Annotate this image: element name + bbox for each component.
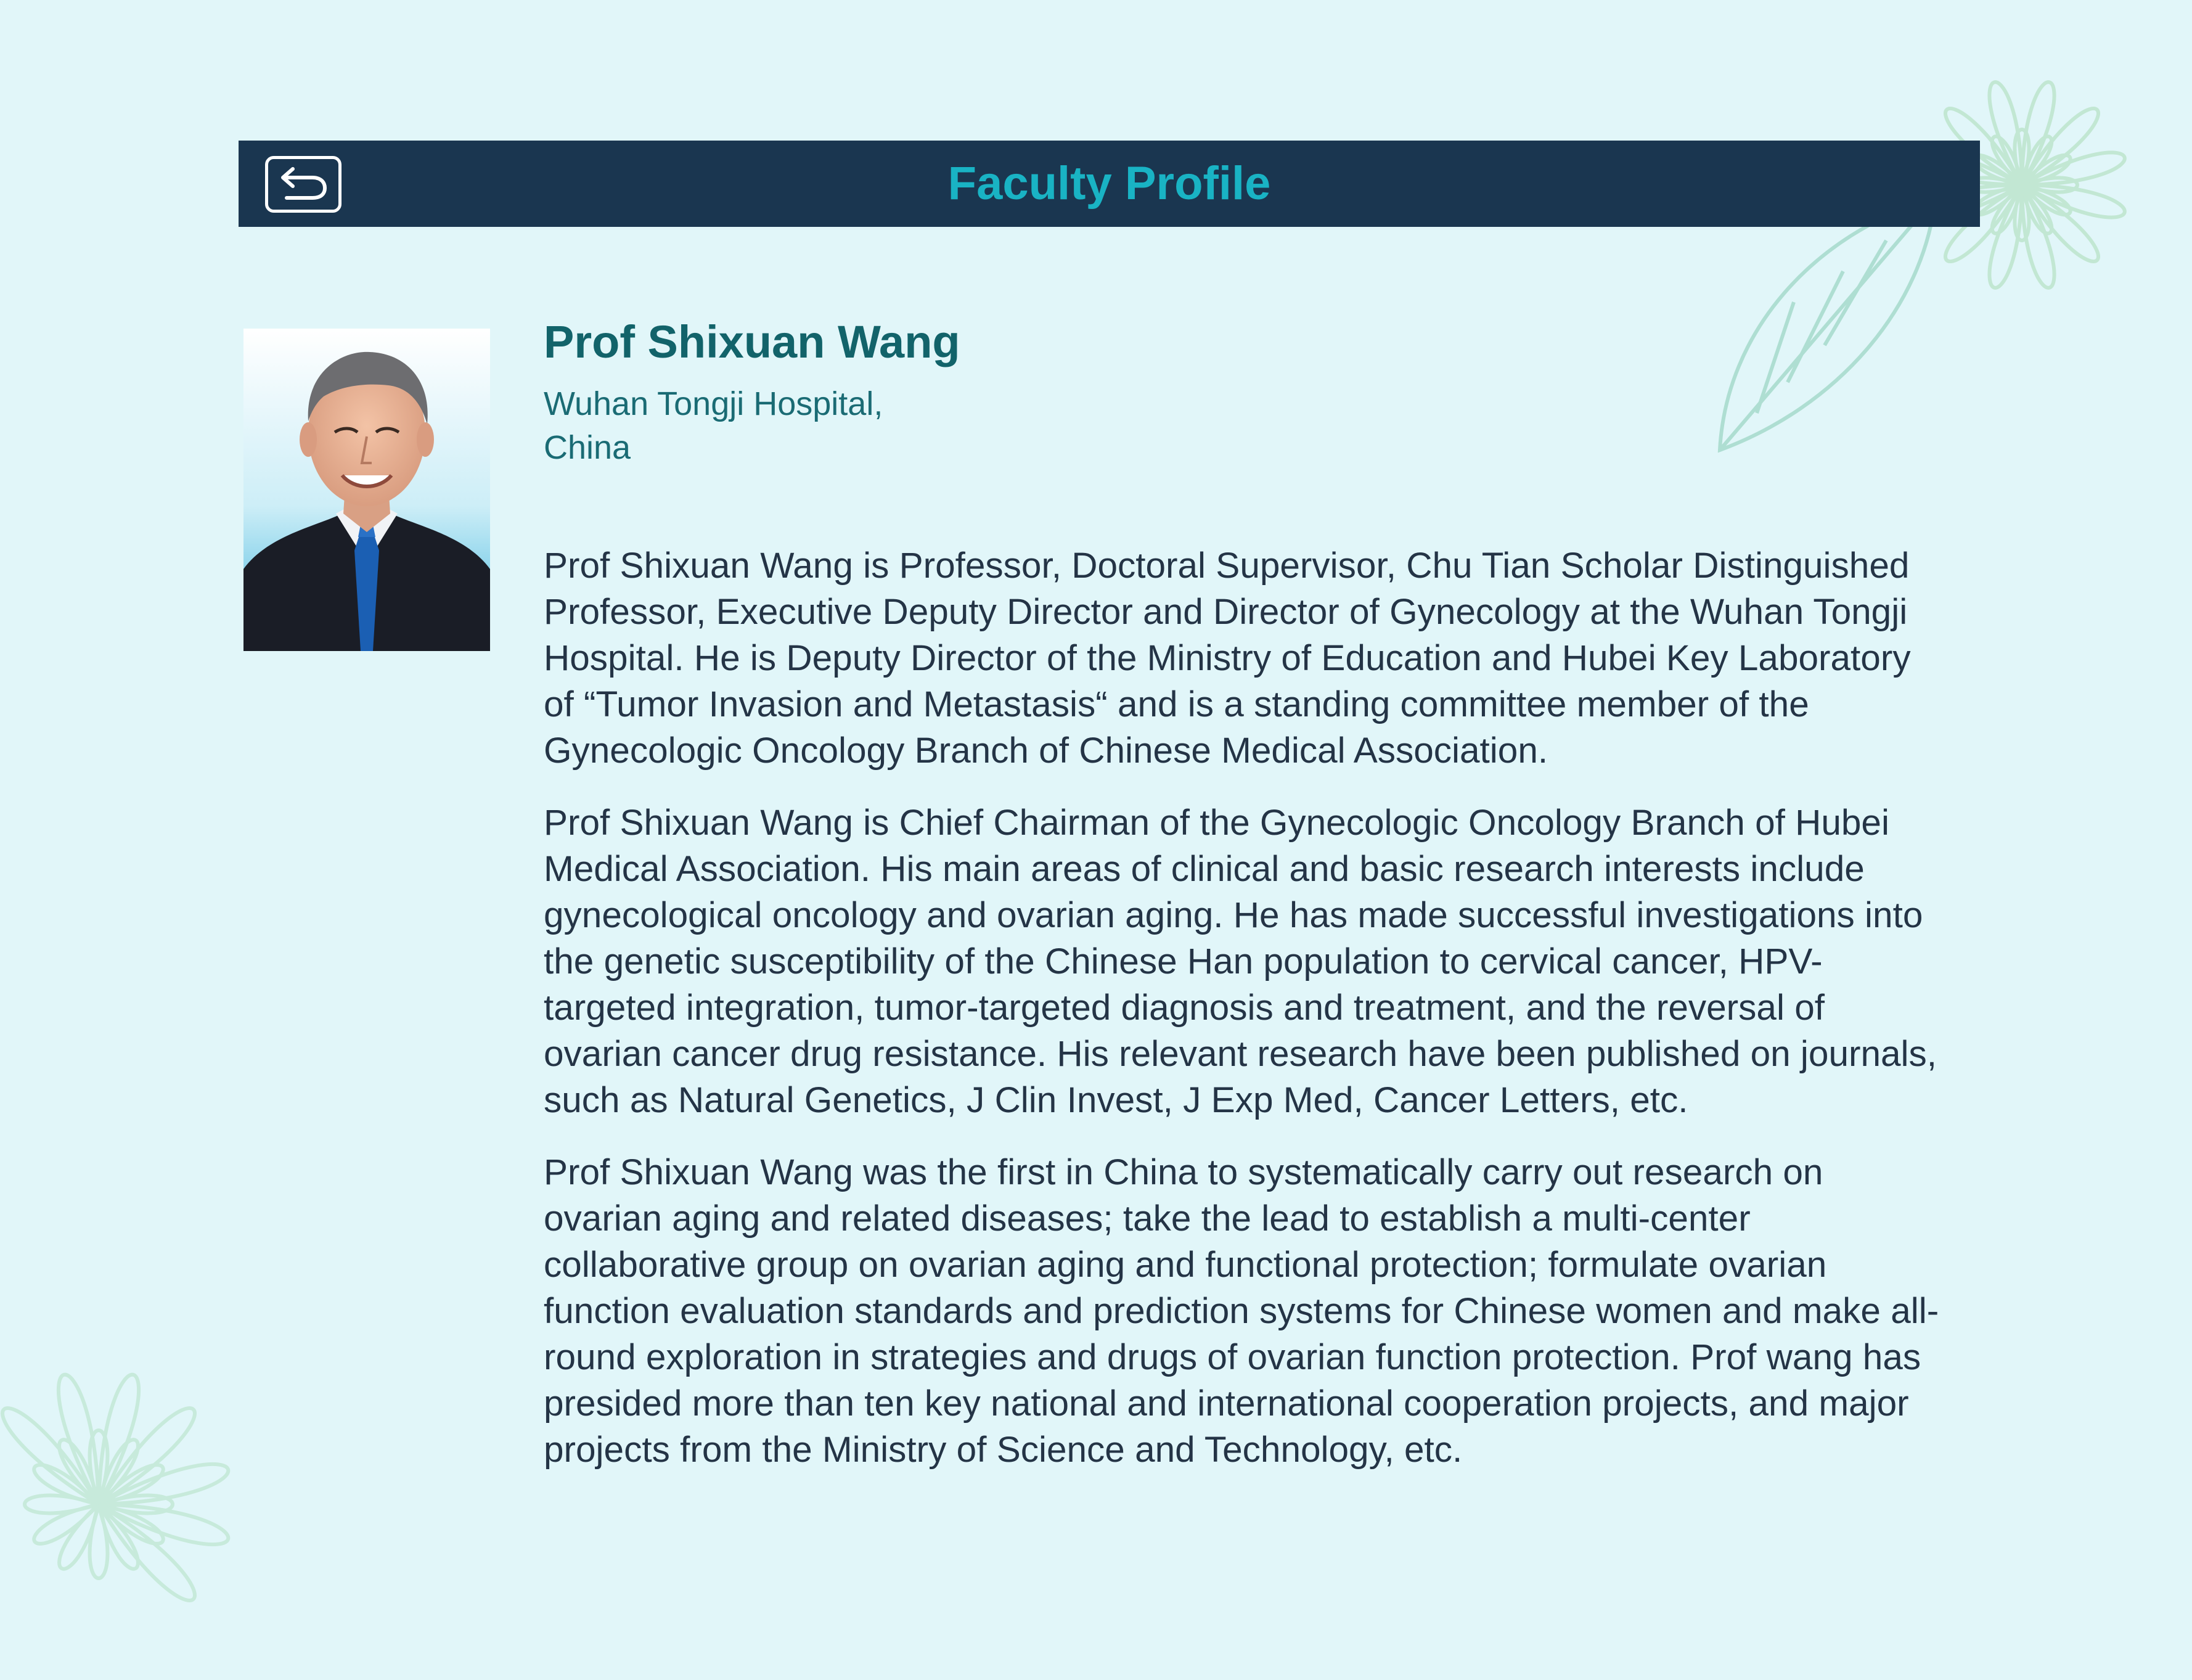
bio-line: Prof Shixuan Wang is Chief Chairman of the Gynecologic Oncology Branch of Hubei <box>544 803 1889 843</box>
bio-line: Prof Shixuan Wang is Professor, Doctoral Supervisor, Chu Tian Scholar Distinguished <box>544 546 1910 586</box>
affiliation-line: China <box>544 429 631 466</box>
bio-line: collaborative group on ovarian aging and functional protection; formulate ovarian <box>544 1245 1827 1285</box>
bio-line: ovarian cancer drug resistance. His relevant research have been published on journals, <box>544 1034 1937 1074</box>
bio-line: function evaluation standards and prediction systems for Chinese women and make all- <box>544 1291 1939 1331</box>
page-title: Faculty Profile <box>947 157 1271 210</box>
bio-line: of “Tumor Invasion and Metastasis“ and is a standing committee member of the <box>544 684 1809 724</box>
bio-line: projects from the Ministry of Science and Technology, etc. <box>544 1430 1463 1470</box>
bio-line: Prof Shixuan Wang was the first in China to systematically carry out research on <box>544 1152 1823 1192</box>
bio-line: the genetic susceptibility of the Chinese Han population to cervical cancer, HPV- <box>544 941 1823 981</box>
faculty-affiliation <box>544 382 883 470</box>
bio-line: Professor, Executive Deputy Director and Director of Gynecology at the Wuhan Tongji <box>544 592 1908 632</box>
faculty-biography <box>544 543 2035 1499</box>
bio-paragraph <box>544 1149 2035 1473</box>
bio-line: Gynecologic Oncology Branch of Chinese Medical Association. <box>544 731 1548 771</box>
bio-line: round exploration in strategies and drugs of ovarian function protection. Prof wang has <box>544 1337 1921 1377</box>
faculty-name: Prof Shixuan Wang <box>544 316 960 367</box>
faculty-photo <box>243 329 490 651</box>
bio-line: ovarian aging and related diseases; take the lead to establish a multi-center <box>544 1199 1751 1239</box>
header-bar <box>239 141 1980 227</box>
bio-line: Hospital. He is Deputy Director of the Ministry of Education and Hubei Key Laboratory <box>544 638 1911 678</box>
floral-decoration-top-right <box>1701 12 2192 481</box>
bio-paragraph <box>544 543 2035 774</box>
bio-paragraph <box>544 800 2035 1123</box>
bio-line: gynecological oncology and ovarian aging. He has made successful investigations into <box>544 895 1923 935</box>
floral-decoration-bottom-left <box>0 1245 407 1680</box>
bio-line: such as Natural Genetics, J Clin Invest, J Exp Med, Cancer Letters, etc. <box>544 1080 1688 1120</box>
bio-line: targeted integration, tumor-targeted diagnosis and treatment, and the reversal of <box>544 988 1825 1028</box>
bio-line: presided more than ten key national and international cooperation projects, and major <box>544 1383 1909 1424</box>
bio-line: Medical Association. His main areas of clinical and basic research interests include <box>544 849 1865 889</box>
affiliation-line: Wuhan Tongji Hospital, <box>544 385 883 422</box>
